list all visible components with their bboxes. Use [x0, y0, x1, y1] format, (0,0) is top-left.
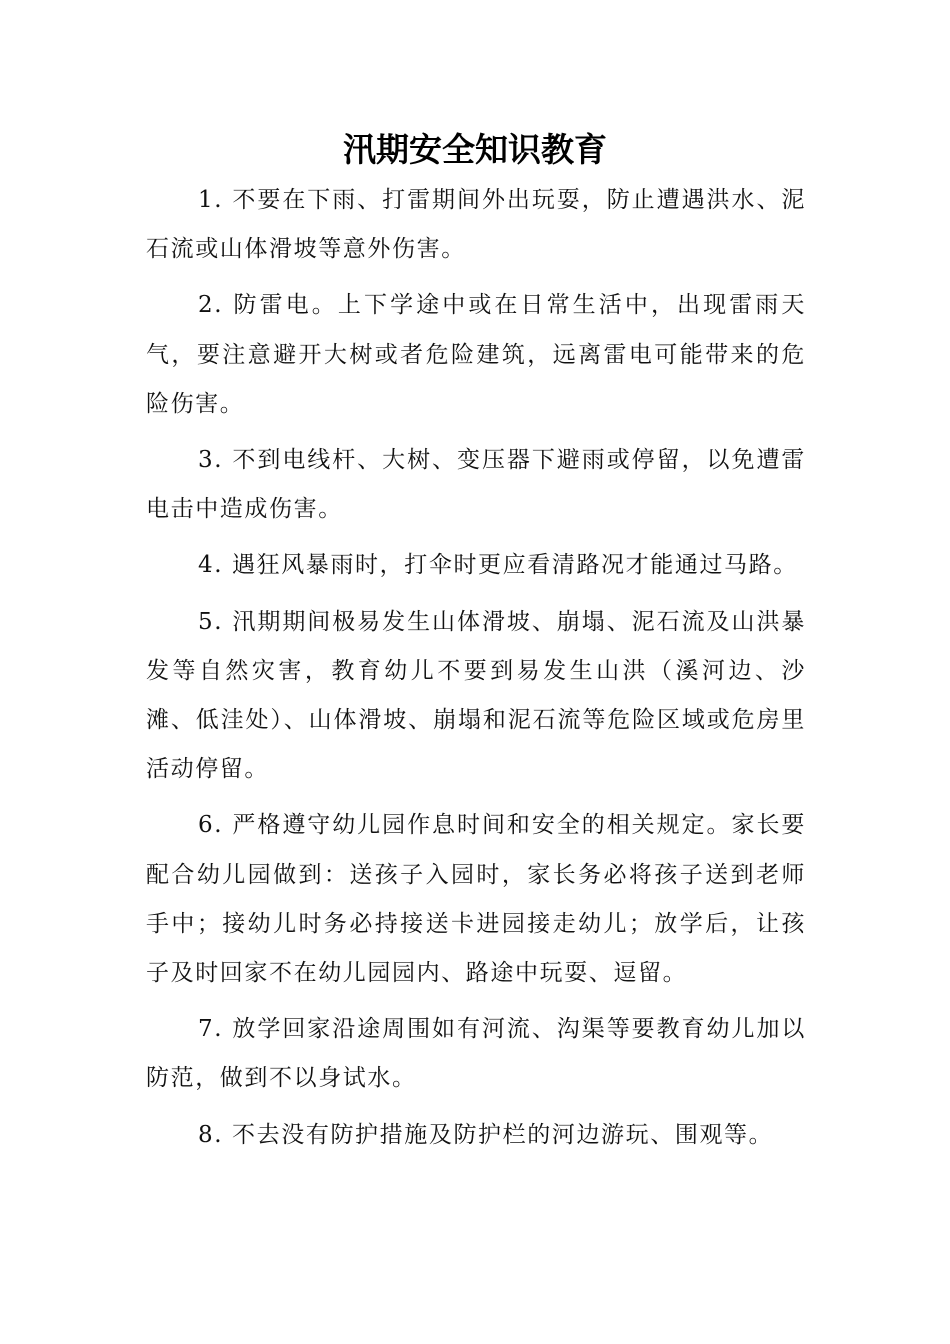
- page-title: 汛期安全知识教育: [343, 130, 607, 169]
- safety-item-1: 1. 不要在下雨、打雷期间外出玩耍，防止遭遇洪水、泥石流或山体滑坡等意外伤害。: [146, 187, 806, 263]
- safety-item-4: 4. 遇狂风暴雨时，打伞时更应看清路况才能通过马路。: [198, 552, 798, 579]
- safety-item-2: 2. 防雷电。上下学途中或在日常生活中，出现雷雨天气，要注意避开大树或者危险建筑，远离雷电可能带来的危险伤害。: [146, 292, 806, 417]
- document-body: [146, 176, 806, 1167]
- safety-item-3: 3. 不到电线杆、大树、变压器下避雨或停留，以免遭雷电击中造成伤害。: [146, 447, 806, 523]
- safety-item-8: 8. 不去没有防护措施及防护栏的河边游玩、围观等。: [198, 1121, 774, 1148]
- safety-item-7: 7. 放学回家沿途周围如有河流、沟渠等要教育幼儿加以防范，做到不以身试水。: [146, 1016, 806, 1092]
- safety-item-5: 5. 汛期期间极易发生山体滑坡、崩塌、泥石流及山洪暴发等自然灾害，教育幼儿不要到易发生山洪（溪河边、沙滩、低洼处）、山体滑坡、崩塌和泥石流等危险区域或危房里活动停留。: [146, 608, 806, 783]
- safety-item-6: 6. 严格遵守幼儿园作息时间和安全的相关规定。家长要配合幼儿园做到：送孩子入园时，家长务必将孩子送到老师手中；接幼儿时务必持接送卡进园接走幼儿；放学后，让孩子及时回家不在幼儿园园内、路途中玩耍、逗留。: [146, 812, 806, 987]
